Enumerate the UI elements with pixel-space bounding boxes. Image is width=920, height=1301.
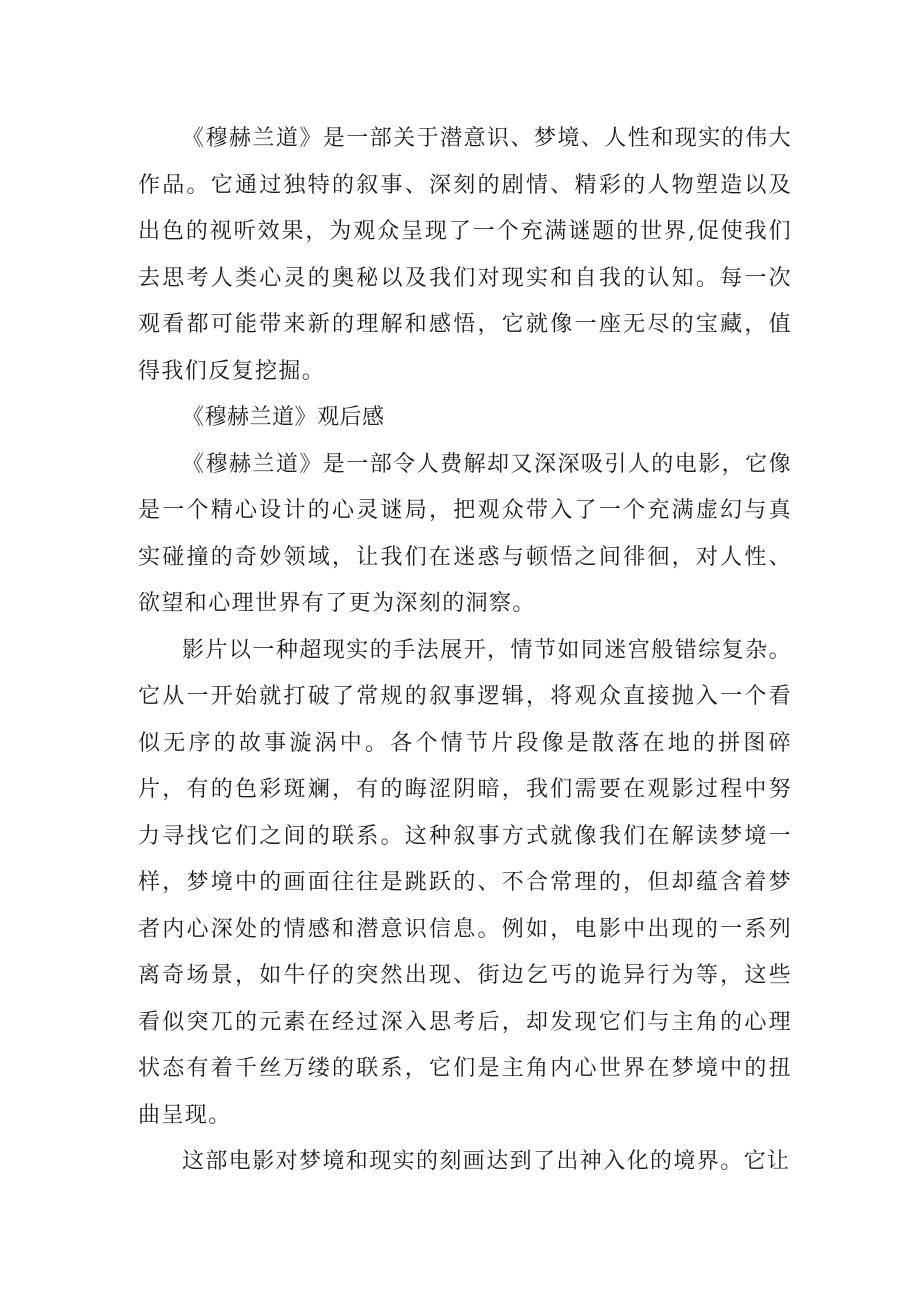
section-title: 《穆赫兰道》观后感	[182, 405, 385, 430]
intro-paragraph: 《穆赫兰道》是一部关于潜意识、梦境、人性和现实的伟大作品。它通过独特的叙事、深刻的剧情、精彩的人物塑造以及出色的视听效果，为观众呈现了一个充满谜题的世界,促使我们去思考人类心灵的奥秘以及我们对现实和自我的认知。每一次观看都可能带来新的理解和感悟，它就像一座无尽的宝藏，值得我们反复挖掘。	[138, 126, 792, 384]
body-paragraph-3: 这部电影对梦境和现实的刻画达到了出神入化的境界。它让	[182, 1149, 791, 1174]
body-paragraph-1: 《穆赫兰道》是一部令人费解却又深深吸引人的电影，它像是一个精心设计的心灵谜局，把观众带入了一个充满虚幻与真实碰撞的奇妙领域，让我们在迷惑与顿悟之间徘徊，对人性、欲望和心理世界有了更为深刻的洞察。	[138, 451, 792, 616]
body-paragraph-2: 影片以一种超现实的手法展开，情节如同迷宫般错综复杂。它从一开始就打破了常规的叙事逻辑，将观众直接抛入一个看似无序的故事漩涡中。各个情节片段像是散落在地的拼图碎片，有的色彩斑斓，有的晦涩阴暗，我们需要在观影过程中努力寻找它们之间的联系。这种叙事方式就像我们在解读梦境一样，梦境中的画面往往是跳跃的、不合常理的，但却蕴含着梦者内心深处的情感和潜意识信息。例如，电影中出现的一系列离奇场景，如牛仔的突然出现、街边乞丐的诡异行为等，这些看似突兀的元素在经过深入思考后，却发现它们与主角的心理状态有着千丝万缕的联系，它们是主角内心世界在梦境中的扭曲呈现。	[138, 637, 792, 1128]
document-body	[138, 116, 792, 1186]
